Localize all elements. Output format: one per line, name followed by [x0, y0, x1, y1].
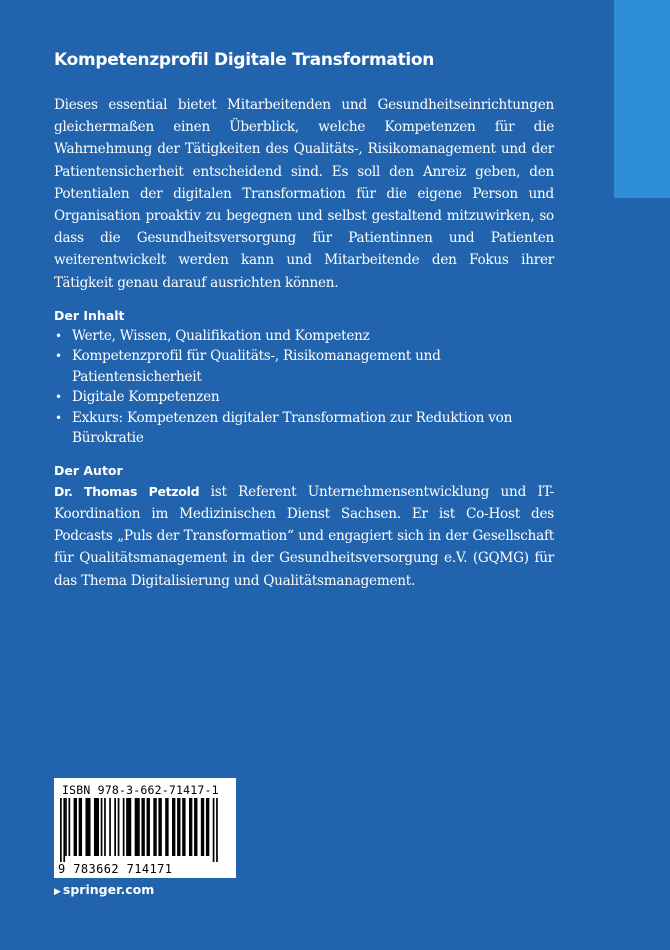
barcode-guard-bar: [216, 798, 218, 862]
barcode-bar: [85, 798, 90, 856]
isbn-barcode: [54, 778, 236, 878]
author-heading: Der Autor: [54, 462, 123, 478]
contents-item: [54, 408, 554, 449]
contents-heading: Der Inhalt: [54, 307, 125, 323]
contents-item-text: Exkurs: Kompetenzen digitaler Transformation zur Reduktion von Bürokratie: [72, 409, 513, 447]
back-cover-content: [54, 50, 554, 592]
author-bio-text: ist Referent Unternehmensentwicklung und IT-Koordination im Medizinischen Dienst Sachsen. Er ist Co-Host des Podcasts „Puls der Transformation“ und engagiert sich in der Gesellschaft für Qualitätsmanagement in der Gesundheitsversorgung e.V. (GQMG) für das Thema Digitalisierung und Qualitätsmanagement.: [54, 483, 555, 589]
barcode-bars: [60, 798, 230, 862]
barcode-bar: [147, 798, 150, 856]
barcode-bar: [141, 798, 144, 856]
barcode-bar: [109, 798, 111, 856]
barcode-bar: [189, 798, 192, 856]
author-name: Dr. Thomas Petzold: [54, 483, 200, 499]
barcode-bar: [172, 798, 175, 856]
author-bio: [54, 481, 554, 592]
contents-list: [54, 326, 554, 449]
barcode-guard-bar: [60, 798, 62, 862]
bullet-icon: •: [55, 349, 62, 364]
contents-item-text: Digitale Kompetenzen: [72, 389, 220, 406]
barcode-bar: [101, 798, 103, 856]
barcode-bar: [135, 798, 140, 856]
barcode-bar: [74, 798, 77, 856]
barcode-bar: [177, 798, 180, 856]
barcode-bar: [114, 798, 116, 856]
barcode-bar: [123, 798, 125, 856]
bullet-icon: •: [55, 390, 62, 405]
barcode-guard-bar: [63, 798, 65, 862]
barcode-bar: [182, 798, 185, 856]
barcode-bar: [153, 798, 156, 856]
book-description: Dieses essential bietet Mitarbeitenden und Gesundheitseinrichtungen gleichermaßen einen Überblick, welche Kompetenzen für die Wahrnehmung der Tätigkeiten des Qualitäts-, Risikomanagement und der Patientensicherheit entscheidend sind. Es soll den Anreiz geben, den Potentialen der digitalen Transformation für die eigene Person und Organisation proaktiv zu begegnen und selbst gestaltend mitzuwirken, so dass die Gesundheitsversorgung für Patientinnen und Patienten weiterentwickelt werden kann und Mitarbeitende den Fokus ihrer Tätigkeit genau darauf ausrichten können.: [54, 97, 554, 291]
barcode-bar: [118, 798, 120, 856]
barcode-bar: [79, 798, 82, 856]
barcode-bar: [65, 798, 67, 856]
book-title: Kompetenzprofil Digitale Transformation: [54, 50, 435, 70]
isbn-label: ISBN 978-3-662-71417-1: [62, 783, 219, 797]
contents-item-text: Kompetenzprofil für Qualitäts-, Risikomanagement und Patientensicherheit: [72, 348, 441, 385]
contents-item-text: Werte, Wissen, Qualifikation und Kompetenz: [72, 327, 370, 344]
barcode-bar: [94, 798, 99, 856]
barcode-bar: [206, 798, 209, 856]
barcode-bar: [165, 798, 168, 856]
contents-item: [54, 326, 554, 347]
barcode-bar: [201, 798, 204, 856]
barcode-digits: 9 783662 714171: [58, 862, 173, 876]
barcode-bar: [104, 798, 106, 856]
arrow-right-icon: ▶: [54, 887, 61, 897]
barcode-bar: [126, 798, 131, 856]
accent-bar: [614, 0, 670, 198]
barcode-bar: [194, 798, 197, 856]
bullet-icon: •: [55, 410, 62, 425]
publisher-url: springer.com: [62, 882, 155, 897]
publisher-link[interactable]: [54, 882, 154, 897]
bullet-icon: •: [55, 328, 62, 343]
contents-item: [54, 346, 554, 387]
barcode-bar: [68, 798, 70, 856]
barcode-bar: [158, 798, 161, 856]
contents-item: [54, 387, 554, 408]
barcode-guard-bar: [213, 798, 215, 862]
